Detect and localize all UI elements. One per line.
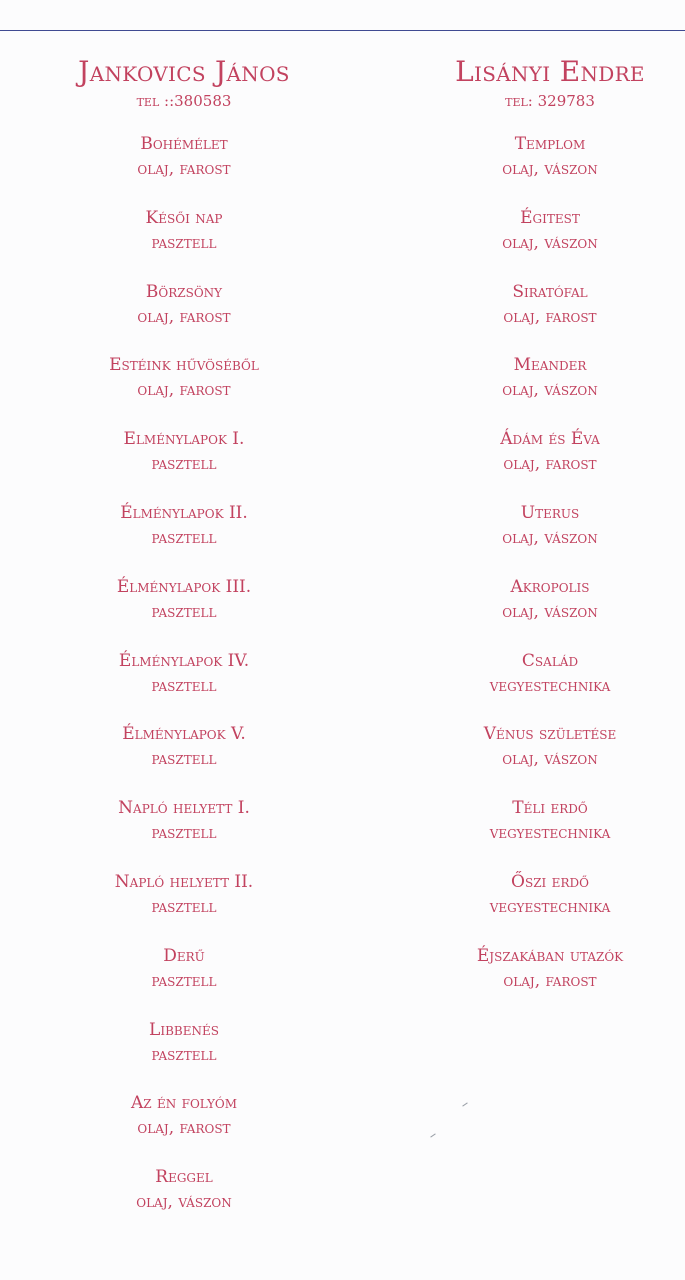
artwork-title: Késői nap xyxy=(145,207,223,228)
artwork-medium: olaj, farost xyxy=(137,306,231,327)
artwork-title: Siratófal xyxy=(512,281,588,302)
artwork-title: Napló helyett II. xyxy=(114,871,254,892)
artwork-item xyxy=(34,132,334,206)
artwork-item xyxy=(34,1091,334,1165)
artwork-title: Meander xyxy=(513,355,587,376)
artwork-title: Libbenés xyxy=(149,1019,219,1040)
artist-name: Jankovics János xyxy=(78,55,290,88)
artwork-medium: olaj, vászon xyxy=(502,601,598,622)
artwork-item xyxy=(400,944,685,1018)
artwork-medium: pasztell xyxy=(151,970,217,991)
artwork-medium: olaj, farost xyxy=(503,306,597,327)
artist-phone: tel: 329783 xyxy=(505,92,595,110)
artwork-item xyxy=(400,206,685,280)
artwork-item xyxy=(34,722,334,796)
artwork-medium: olaj, vászon xyxy=(136,1192,232,1213)
artwork-item xyxy=(400,132,685,206)
artwork-title: Uterus xyxy=(520,502,580,523)
artwork-item xyxy=(400,796,685,870)
artwork-medium: pasztell xyxy=(151,896,217,917)
paper-speck xyxy=(462,1102,467,1106)
artwork-list xyxy=(400,132,685,1018)
artwork-medium: pasztell xyxy=(151,675,217,696)
artwork-medium: olaj, vászon xyxy=(502,527,598,548)
artwork-item xyxy=(400,280,685,354)
artwork-medium: pasztell xyxy=(151,1044,217,1065)
artwork-title: Téli erdő xyxy=(512,798,588,819)
top-border-line xyxy=(0,30,685,31)
artwork-medium: olaj, farost xyxy=(137,159,231,179)
artwork-medium: pasztell xyxy=(151,601,217,622)
artwork-title: Reggel xyxy=(155,1167,213,1188)
artwork-medium: pasztell xyxy=(151,749,217,770)
artwork-medium: vegyestechnika xyxy=(489,823,611,844)
artwork-title: Élménylapok II. xyxy=(120,502,248,523)
artwork-medium: vegyestechnika xyxy=(489,675,611,696)
artwork-title: Elménylapok I. xyxy=(123,429,245,450)
artwork-item xyxy=(34,1165,334,1239)
artwork-item xyxy=(34,1018,334,1092)
artwork-item xyxy=(400,353,685,427)
artwork-title: Ádám és Éva xyxy=(500,429,600,450)
artwork-title: Család xyxy=(521,650,579,671)
artwork-medium: olaj, vászon xyxy=(502,380,598,401)
artwork-medium: vegyestechnika xyxy=(489,896,611,917)
artwork-item xyxy=(34,501,334,575)
artwork-item xyxy=(34,575,334,649)
artwork-item xyxy=(400,870,685,944)
artwork-title: Égitest xyxy=(520,207,580,228)
artwork-title: Éjszakában utazók xyxy=(476,945,624,966)
artwork-item xyxy=(34,206,334,280)
artwork-item xyxy=(34,427,334,501)
artwork-medium: olaj, farost xyxy=(137,380,231,401)
artwork-medium: pasztell xyxy=(151,527,217,548)
artwork-title: Napló helyett I. xyxy=(118,798,250,819)
artwork-item xyxy=(400,575,685,649)
artwork-title: Templom xyxy=(514,134,586,154)
artist-name: Lisányi Endre xyxy=(455,55,645,88)
artwork-item xyxy=(400,722,685,796)
artwork-item xyxy=(400,649,685,723)
paper-speck xyxy=(430,1133,435,1137)
artwork-title: Élménylapok V. xyxy=(122,724,246,745)
artwork-medium: pasztell xyxy=(151,232,217,253)
artwork-item xyxy=(34,870,334,944)
artwork-item xyxy=(400,427,685,501)
artwork-title: Bohémélet xyxy=(140,134,228,154)
artwork-item xyxy=(34,353,334,427)
artwork-item xyxy=(400,501,685,575)
artwork-medium: pasztell xyxy=(151,823,217,844)
artwork-medium: olaj, vászon xyxy=(502,159,598,179)
artwork-medium: olaj, farost xyxy=(137,1118,231,1139)
artwork-list xyxy=(34,132,334,1239)
artwork-title: Őszi erdő xyxy=(511,871,589,892)
artwork-title: Börzsöny xyxy=(145,281,223,302)
artwork-item xyxy=(34,796,334,870)
artwork-title: Élménylapok III. xyxy=(116,576,252,597)
artwork-medium: olaj, farost xyxy=(503,454,597,475)
artwork-medium: pasztell xyxy=(151,454,217,475)
artwork-medium: olaj, vászon xyxy=(502,232,598,253)
artwork-item xyxy=(34,649,334,723)
artwork-medium: olaj, vászon xyxy=(502,749,598,770)
artwork-title: Élménylapok IV. xyxy=(118,650,250,671)
artwork-title: Derű xyxy=(163,945,205,966)
artwork-title: Az én folyóm xyxy=(130,1093,238,1114)
artist-phone: tel ::380583 xyxy=(136,92,232,110)
artwork-medium: olaj, farost xyxy=(503,970,597,991)
artwork-title: Estéink hűvöséből xyxy=(109,355,259,376)
artwork-title: Akropolis xyxy=(510,576,590,597)
artwork-item xyxy=(34,944,334,1018)
artwork-item xyxy=(34,280,334,354)
artwork-title: Vénus születése xyxy=(483,724,617,745)
